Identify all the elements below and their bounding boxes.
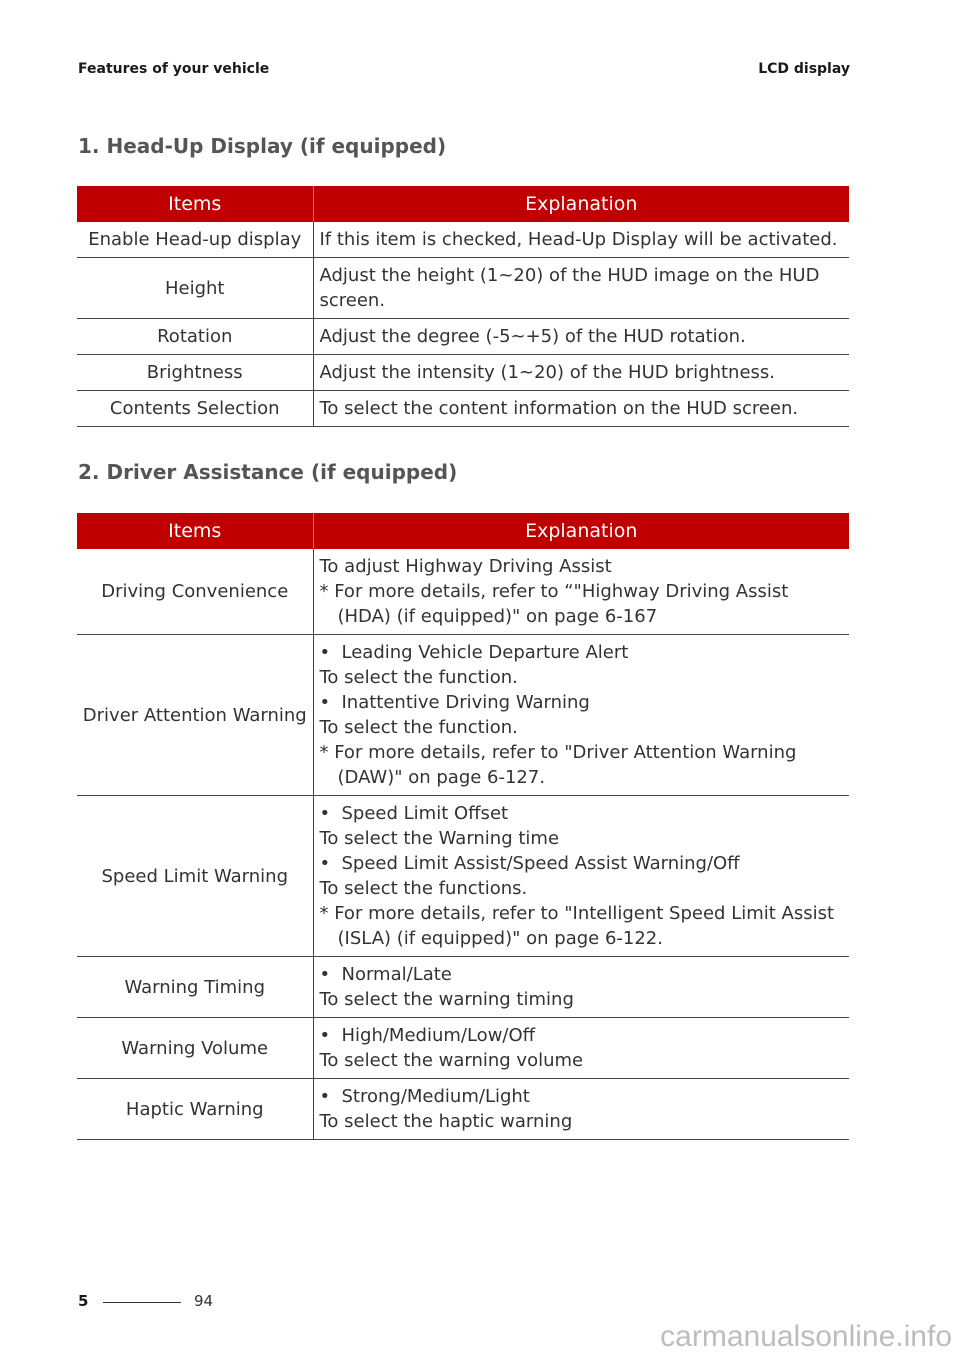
column-header-items: Items (77, 186, 313, 222)
row-explanation (313, 796, 849, 957)
explanation-text: To select the function. (319, 667, 518, 688)
column-header-items: Items (77, 513, 313, 549)
table-row (77, 222, 849, 258)
table-header-row (77, 186, 849, 222)
reference-note: * For more details, refer to "Intelligent Speed Limit Assist (ISLA) (if equipped)" on page 6-122. (319, 903, 835, 949)
row-item-label: Brightness (77, 355, 313, 391)
bullet-text: Strong/Medium/Light (341, 1086, 530, 1107)
explanation-text: To select the warning volume (319, 1050, 584, 1071)
explanation-text: To adjust Highway Driving Assist (319, 556, 612, 577)
row-item-label: Driver Attention Warning (77, 635, 313, 796)
table-row (77, 1079, 849, 1140)
table-row (77, 635, 849, 796)
explanation-text: To select the functions. (319, 878, 528, 899)
bullet-dot: • (319, 642, 331, 663)
explanation-text: If this item is checked, Head-Up Display will be activated. (319, 229, 838, 250)
bullet-item (320, 801, 844, 826)
hud-settings-table (77, 186, 849, 427)
row-item-label: Contents Selection (77, 391, 313, 427)
row-explanation (313, 549, 849, 635)
row-item-label: Warning Timing (77, 957, 313, 1018)
running-header-topic: LCD display (758, 61, 850, 77)
table-row (77, 355, 849, 391)
table-row (77, 796, 849, 957)
section-title-driver-assistance: 2. Driver Assistance (if equipped) (78, 460, 458, 484)
row-explanation (313, 355, 849, 391)
bullet-item (320, 962, 844, 987)
row-item-label: Driving Convenience (77, 549, 313, 635)
table-row (77, 391, 849, 427)
bullet-dot: • (319, 803, 331, 824)
bullet-text: Speed Limit Offset (341, 803, 509, 824)
section-title-hud: 1. Head-Up Display (if equipped) (78, 134, 447, 158)
bullet-item (320, 1084, 844, 1109)
bullet-item (320, 690, 844, 715)
bullet-text: Leading Vehicle Departure Alert (341, 642, 629, 663)
row-explanation (313, 319, 849, 355)
bullet-dot: • (319, 853, 331, 874)
bullet-dot: • (319, 964, 331, 985)
bullet-text: Inattentive Driving Warning (341, 692, 590, 713)
driver-assistance-table (77, 513, 849, 1140)
explanation-text: To select the Warning time (319, 828, 560, 849)
page-number: 94 (194, 1292, 214, 1310)
row-item-label: Enable Head-up display (77, 222, 313, 258)
bullet-dot: • (319, 1025, 331, 1046)
reference-note: * For more details, refer to "Driver Attention Warning (DAW)" on page 6-127. (319, 742, 797, 788)
row-explanation (313, 1079, 849, 1140)
bullet-text: Normal/Late (341, 964, 452, 985)
bullet-dot: • (319, 692, 331, 713)
row-explanation (313, 1018, 849, 1079)
explanation-text: To select the warning timing (319, 989, 574, 1010)
row-explanation (313, 258, 849, 319)
explanation-text: To select the function. (319, 717, 518, 738)
table-header-row (77, 513, 849, 549)
chapter-number: 5 (78, 1292, 89, 1310)
table-row (77, 957, 849, 1018)
row-item-label: Warning Volume (77, 1018, 313, 1079)
explanation-text: Adjust the degree (-5~+5) of the HUD rotation. (319, 326, 746, 347)
explanation-text: Adjust the height (1~20) of the HUD image on the HUD screen. (319, 265, 820, 311)
explanation-text: To select the content information on the HUD screen. (319, 398, 799, 419)
bullet-item (320, 851, 844, 876)
explanation-text: Adjust the intensity (1~20) of the HUD brightness. (319, 362, 776, 383)
table-row (77, 319, 849, 355)
bullet-text: Speed Limit Assist/Speed Assist Warning/Off (341, 853, 740, 874)
column-header-explanation: Explanation (313, 186, 849, 222)
row-item-label: Rotation (77, 319, 313, 355)
bullet-item (320, 640, 844, 665)
row-explanation (313, 391, 849, 427)
row-item-label: Speed Limit Warning (77, 796, 313, 957)
bullet-dot: • (319, 1086, 331, 1107)
table-row (77, 549, 849, 635)
row-item-label: Haptic Warning (77, 1079, 313, 1140)
page-footer (78, 1292, 214, 1310)
row-explanation (313, 635, 849, 796)
column-header-explanation: Explanation (313, 513, 849, 549)
row-explanation (313, 222, 849, 258)
footer-divider (103, 1302, 181, 1303)
table-row (77, 258, 849, 319)
row-explanation (313, 957, 849, 1018)
bullet-text: High/Medium/Low/Off (341, 1025, 536, 1046)
bullet-item (320, 1023, 844, 1048)
table-row (77, 1018, 849, 1079)
reference-note: * For more details, refer to “"Highway Driving Assist (HDA) (if equipped)" on page 6-167 (319, 581, 789, 627)
watermark: carmanualsonline.info (660, 1320, 952, 1353)
row-item-label: Height (77, 258, 313, 319)
running-header-section: Features of your vehicle (78, 61, 270, 77)
explanation-text: To select the haptic warning (319, 1111, 573, 1132)
